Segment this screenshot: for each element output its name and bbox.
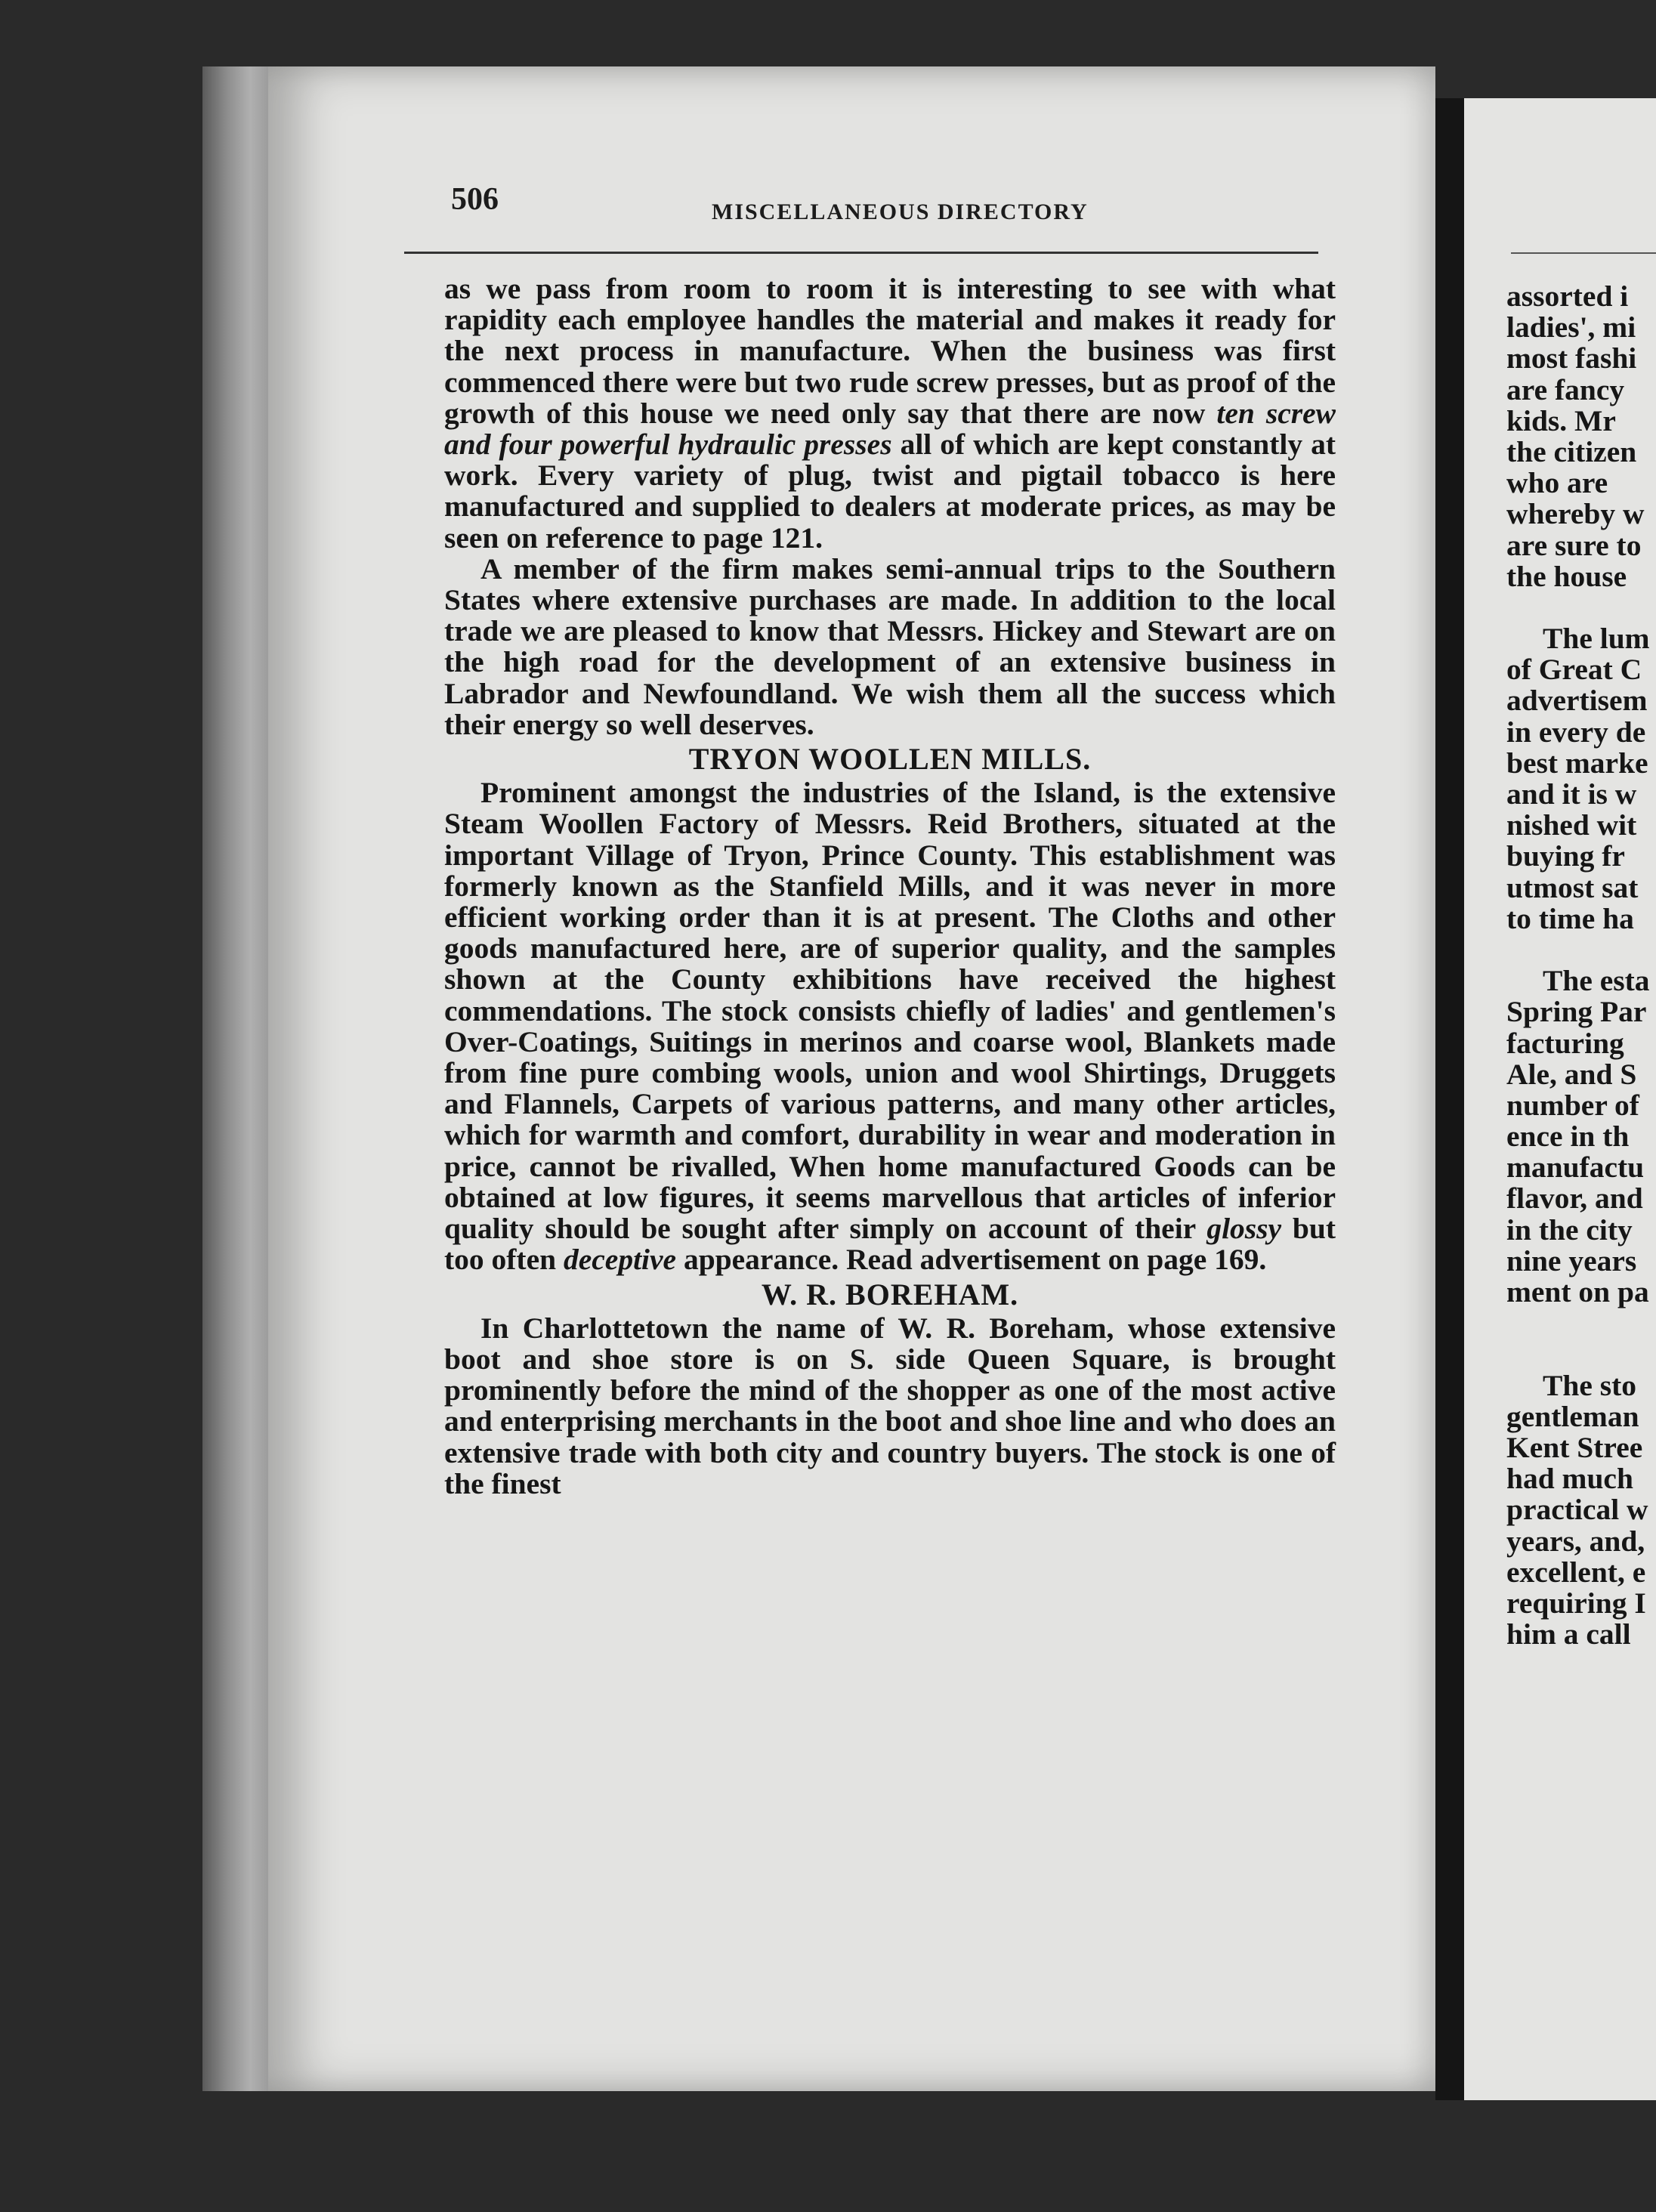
right-line: and it is w xyxy=(1506,777,1637,811)
italic-phrase: ten screw and four powerful hydraulic presses xyxy=(444,396,1336,462)
right-line: had much xyxy=(1506,1462,1633,1496)
right-line: to time ha xyxy=(1506,901,1634,935)
right-line: the house xyxy=(1506,559,1627,593)
right-line: advertisem xyxy=(1506,684,1648,718)
right-gap xyxy=(1506,592,1656,623)
right-gap xyxy=(1506,1308,1656,1339)
right-line: The esta xyxy=(1543,964,1650,998)
right-line: buying fr xyxy=(1506,839,1625,873)
right-line: are fancy xyxy=(1506,372,1625,406)
right-line: gentleman xyxy=(1506,1399,1639,1433)
right-line: utmost sat xyxy=(1506,870,1639,904)
right-line: ment on pa xyxy=(1506,1275,1649,1308)
header-rule xyxy=(404,252,1318,254)
right-line: ladies', mi xyxy=(1506,310,1636,344)
right-line: whereby w xyxy=(1506,497,1645,531)
right-line: The sto xyxy=(1543,1368,1636,1402)
italic-deceptive: deceptive xyxy=(563,1243,677,1277)
right-line: manufactu xyxy=(1506,1151,1645,1185)
book-gutter xyxy=(1435,98,1464,2100)
right-page xyxy=(1464,98,1656,2100)
right-line: Ale, and S xyxy=(1506,1057,1637,1091)
right-line: flavor, and xyxy=(1506,1182,1643,1216)
right-line: who are xyxy=(1506,466,1608,500)
right-line: Kent Stree xyxy=(1506,1430,1643,1464)
right-line: Spring Par xyxy=(1506,995,1647,1029)
right-line: assorted i xyxy=(1506,280,1629,313)
right-page-fragments xyxy=(1506,281,1656,1650)
right-line: are sure to xyxy=(1506,528,1642,562)
book-page-edges xyxy=(202,66,270,2091)
header-title: MISCELLANEOUS DIRECTORY xyxy=(712,199,1089,224)
right-line: facturing xyxy=(1506,1026,1624,1060)
right-gap xyxy=(1506,935,1656,965)
intro-paragraph: as we pass from room to room it is interesting to see with what rapidity each employee handles the material and makes it ready for the next process in manufacture. When the business was first commenced there were but two rude screw presses, but as proof of the growth of this house we need only say that there are now ten screw and four powerful hydraulic presses all of which are kept constantly at work. Every variety of plug, twist and pigtail tobacco is here manufactured and supplied to dealers at moderate prices, as may be seen on reference to page 121. xyxy=(444,272,1336,555)
right-line: nished wit xyxy=(1506,808,1637,842)
page-number: 506 xyxy=(451,182,499,217)
right-line: best marke xyxy=(1506,746,1648,780)
right-line: number of xyxy=(1506,1088,1639,1122)
right-line: practical w xyxy=(1506,1493,1648,1527)
second-paragraph: A member of the firm makes semi-annual trips to the Southern States where extensive purchases are made. In addition to the local trade we are pleased to know that Messrs. Hickey and Stewart are on the high road for the development of an extensive business in Labrador and Newfoundland. We wish them all the success which their energy so well deserves. xyxy=(444,551,1336,741)
left-page-body xyxy=(444,273,1336,1500)
right-line: of Great C xyxy=(1506,653,1642,687)
right-gap xyxy=(1506,1339,1656,1370)
tryon-paragraph: Prominent amongst the industries of the Island, is the extensive Steam Woollen Factory of Messrs. Reid Brothers, situated at the important Village of Tryon, Prince County. This establishment was formerly known as the Stanfield Mills, and it was never in more efficient working order than it is at present. The Cloths and other goods manufactured here, are of superior quality, and the samples shown at the County exhibitions have received the highest commendations. The stock consists chiefly of ladies' and gentlemen's Over-Coatings, Suitings in merinos and coarse wool, Blankets made from fine pure combing wools, union and wool Shirtings, Druggets and Flannels, Carpets of various patterns, and many other articles, which for warmth and comfort, durability in wear and moderation in price, cannot be rivalled, When home manufactured Goods can be obtained at low figures, it seems marvellous that articles of inferior quality should be sought after simply on account of their glossy but too often deceptive appearance. Read advertisement on page 169. xyxy=(444,776,1336,1277)
right-line: excellent, e xyxy=(1506,1555,1646,1589)
right-line: The lum xyxy=(1543,622,1650,656)
right-line: requiring I xyxy=(1506,1586,1646,1620)
right-line: kids. Mr xyxy=(1506,403,1616,437)
italic-glossy: glossy xyxy=(1206,1212,1282,1246)
right-line: him a call xyxy=(1506,1617,1631,1651)
right-line: years, and, xyxy=(1506,1524,1645,1558)
right-line: the citizen xyxy=(1506,434,1637,468)
right-header-rule xyxy=(1511,252,1656,254)
right-line: nine years xyxy=(1506,1243,1637,1277)
section-title-tryon: TRYON WOOLLEN MILLS. xyxy=(688,742,1092,777)
section-title-boreham: W. R. BOREHAM. xyxy=(761,1277,1019,1311)
right-line: ence in th xyxy=(1506,1120,1630,1154)
boreham-paragraph: In Charlottetown the name of W. R. Boreham, whose extensive boot and shoe store is on S. side Queen Square, is brought prominently before the mind of the shopper as one of the most active and enterprising merchants in the boot and shoe line and who does an extensive trade with both city and country buyers. The stock is one of the finest xyxy=(444,1311,1336,1500)
running-head xyxy=(451,181,1320,234)
right-line: in every de xyxy=(1506,715,1646,749)
right-line: in the city xyxy=(1506,1213,1633,1247)
right-line: most fashi xyxy=(1506,341,1637,375)
